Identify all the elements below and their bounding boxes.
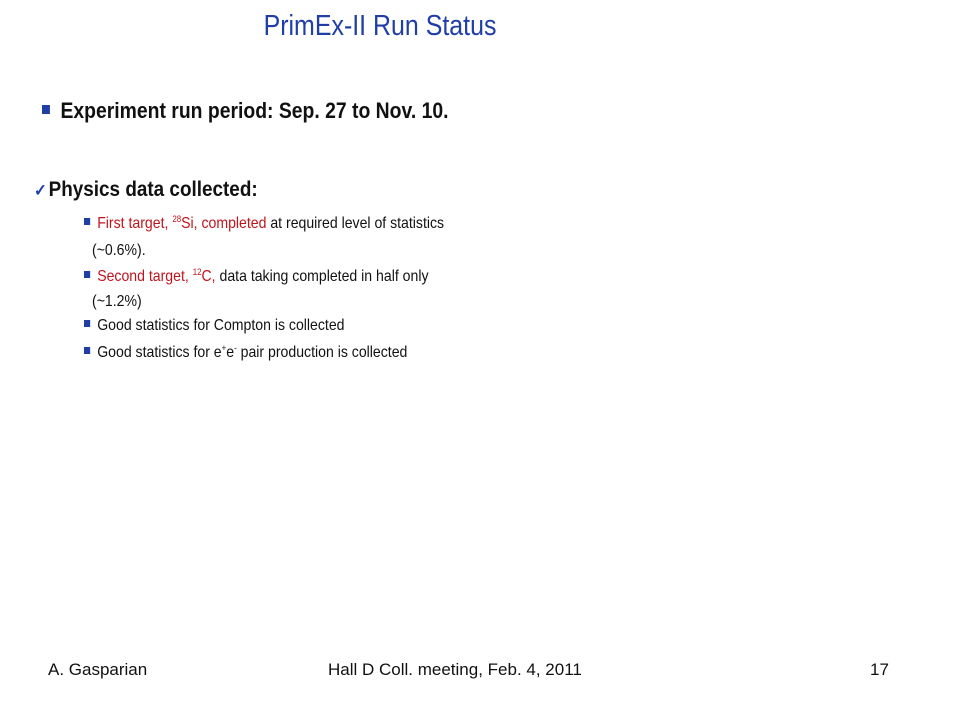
item-second-target-rest: data taking completed in half only: [215, 268, 429, 285]
run-period-bullet: [42, 98, 448, 124]
item-second-target: [84, 267, 428, 286]
square-bullet-icon: [84, 347, 90, 354]
checkmark-icon: ✓: [34, 181, 47, 200]
square-bullet-icon: [84, 271, 90, 278]
item-first-target: [84, 214, 444, 233]
item-pair-sup1: +: [221, 343, 227, 353]
item-first-target-red-b: Si, completed: [181, 215, 267, 232]
item-second-target-sup: 12: [192, 267, 202, 277]
slide-title: PrimEx-II Run Status: [263, 10, 497, 42]
item-second-target-red-a: Second target,: [97, 268, 193, 285]
item-pair-c: pair production is collected: [236, 344, 408, 361]
footer-meeting: Hall D Coll. meeting, Feb. 4, 2011: [328, 660, 582, 679]
item-compton-text: Good statistics for Compton is collected: [97, 317, 345, 334]
physics-heading-text: Physics data collected:: [48, 178, 258, 201]
physics-data-heading: [34, 178, 258, 202]
item-first-target-sup: 28: [172, 214, 182, 224]
item-first-target-red-a: First target,: [97, 215, 173, 232]
footer-page-number: 17: [870, 660, 889, 679]
item-pair-sup2: -: [234, 343, 237, 353]
footer-author: A. Gasparian: [48, 660, 148, 679]
item-pair-production: [84, 343, 407, 362]
run-period-text: Experiment run period: Sep. 27 to Nov. 10.: [60, 98, 449, 123]
item-first-target-rest: at required level of statistics: [266, 215, 445, 232]
item-pair-a: Good statistics for e: [97, 344, 222, 361]
item-second-target-red-b: C,: [201, 268, 216, 285]
square-bullet-icon: [84, 320, 90, 327]
item-pair-b: e: [226, 344, 235, 361]
item-compton: [84, 317, 344, 335]
item-second-target-continuation: (~1.2%): [92, 293, 142, 310]
square-bullet-icon: [84, 218, 90, 225]
square-bullet-icon: [42, 105, 50, 114]
item-first-target-continuation: (~0.6%).: [92, 242, 146, 259]
